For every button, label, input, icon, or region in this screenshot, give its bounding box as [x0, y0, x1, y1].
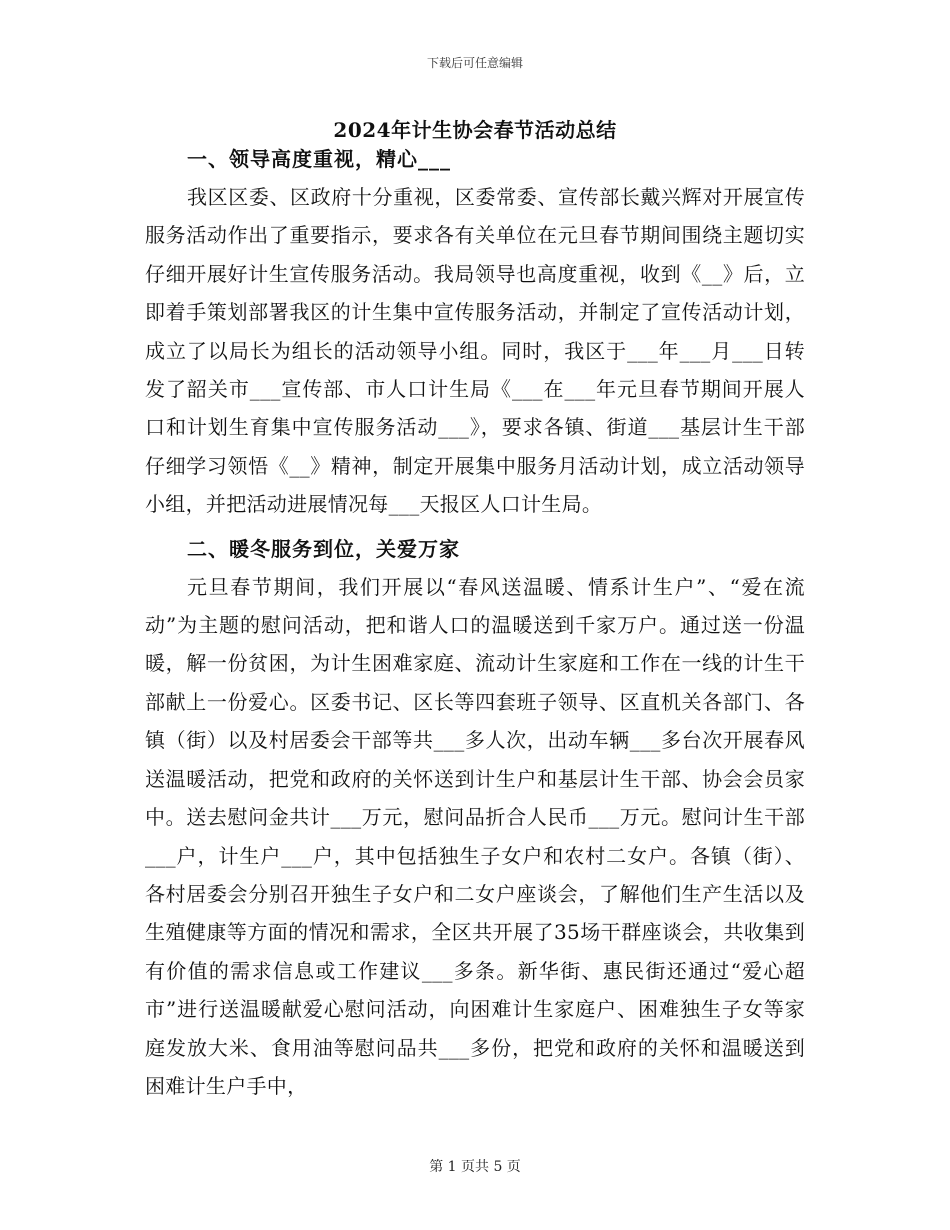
section-paragraph-2: 元旦春节期间，我们开展以“春风送温暖、情系计生户”、“爱在流动”为主题的慰问活动，把和谐人口的温暖送到千家万户。通过送一份温暖，解一份贫困，为计生困难家庭、流动计生家庭和工作在一线的计生干部献上一份爱心。区委书记、区长等四套班子领导、区直机关各部门、各镇（街）以及村居委会干部等共___多人次，出动车辆___多台次开展春风送温暖活动，把党和政府的关怀送到计生户和基层计生干部、协会会员家中。送去慰问金共计___万元，慰问品折合人民币___万元。慰问计生干部___户，计生户___户，其中包括独生子女户和农村二女户。各镇（街）、各村居委会分别召开独生子女户和二女户座谈会，了解他们生产生活以及生殖健康等方面的情况和需求，全区共开展了35场干群座谈会，共收集到有价值的需求信息或工作建议___多条。新华街、惠民街还通过“爱心超市”进行送温暖献爱心慰问活动，向困难计生家庭户、困难独生子女等家庭发放大米、食用油等慰问品共___多份，把党和政府的关怀和温暖送到困难计生户手中， [145, 574, 805, 1098]
document-title: 2024年计生协会春节活动总结 [333, 118, 617, 142]
document-body [145, 140, 805, 1105]
page-number: 第 1 页共 5 页 [429, 1159, 521, 1175]
section-paragraph-1: 我区区委、区政府十分重视，区委常委、宣传部长戴兴辉对开展宣传服务活动作出了重要指示，要求各有关单位在元旦春节期间围绕主题切实仔细开展好计生宣传服务活动。我局领导也高度重视，收到《__》后，立即着手策划部署我区的计生集中宣传服务活动，并制定了宣传活动计划，成立了以局长为组长的活动领导小组。同时，我区于___年___月___日转发了韶关市___宣传部、市人口计生局《___在___年元旦春节期间开展人口和计划生育集中宣传服务活动___》，要求各镇、街道___基层计生干部仔细学习领悟《__》精神，制定开展集中服务月活动计划，成立活动领导小组，并把活动进展情况每___天报区人口计生局。 [145, 185, 805, 517]
download-note: 下载后可任意编辑 [426, 56, 523, 70]
section-heading-1: 一、领导高度重视，精心___ [187, 147, 451, 171]
section-heading-2: 二、暖冬服务到位，关爱万家 [187, 536, 460, 561]
